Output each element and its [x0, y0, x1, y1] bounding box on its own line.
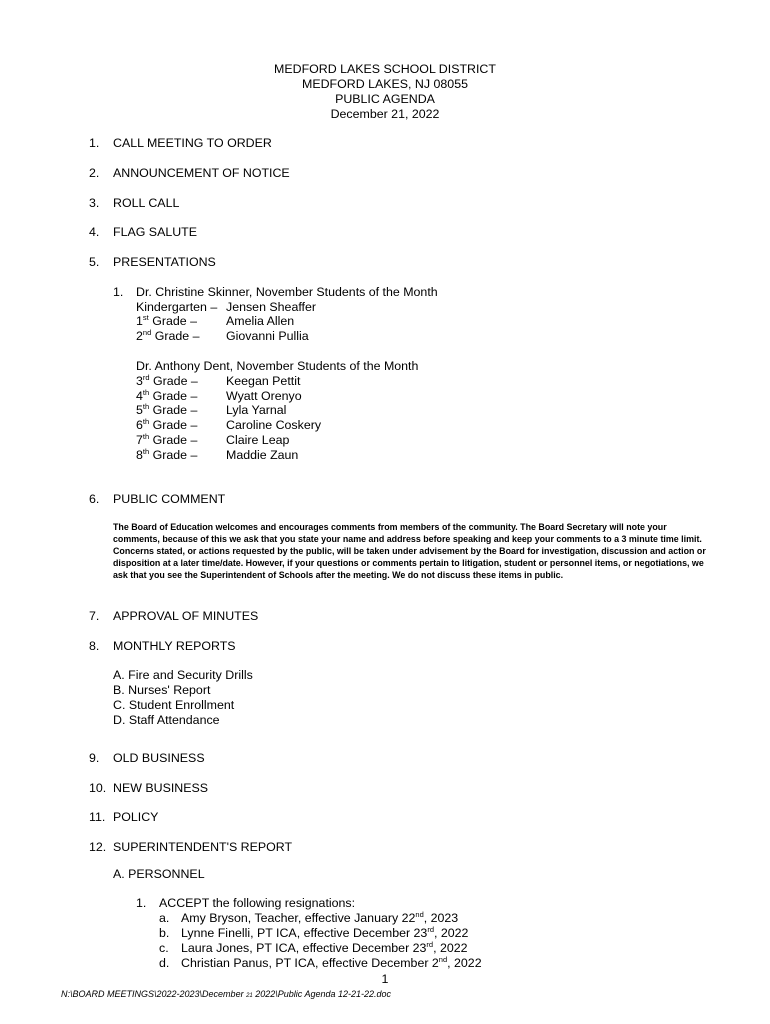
item-title: POLICY: [113, 810, 159, 824]
item-number: 7.: [89, 609, 100, 623]
item-title: MONTHLY REPORTS: [113, 639, 236, 653]
student-name: Amelia Allen: [226, 314, 295, 328]
meeting-date: December 21, 2022: [330, 107, 440, 121]
personnel-heading: A. PERSONNEL: [113, 867, 205, 881]
item-title: FLAG SALUTE: [113, 225, 198, 239]
item-title: PRESENTATIONS: [113, 255, 216, 269]
item-number: 8.: [89, 639, 100, 653]
list-item: Lynne Finelli, PT ICA, effective December 23rd, 2022: [181, 925, 469, 940]
item-title: ANNOUNCEMENT OF NOTICE: [113, 166, 290, 180]
item-number: 10.: [89, 781, 107, 795]
item-title: ROLL CALL: [113, 196, 180, 210]
list-item: Christian Panus, PT ICA, effective December 2nd, 2022: [181, 955, 482, 970]
item-number: 12.: [89, 840, 107, 854]
list-item: Laura Jones, PT ICA, effective December 23rd, 2022: [181, 940, 468, 955]
grade-label: Kindergarten –: [136, 300, 218, 314]
item-number: 11.: [89, 810, 106, 824]
sub-item-text: ACCEPT the following resignations:: [159, 896, 356, 910]
student-name: Jensen Sheaffer: [226, 300, 317, 314]
district-name: MEDFORD LAKES SCHOOL DISTRICT: [274, 62, 496, 76]
student-name: Keegan Pettit: [226, 374, 301, 388]
item-number: 1.: [89, 136, 100, 150]
student-name: Wyatt Orenyo: [226, 389, 302, 403]
grade-label: 6th Grade –: [136, 417, 198, 432]
item-number: 5.: [89, 255, 100, 269]
presenter-heading: Dr. Christine Skinner, November Students of the Month: [136, 285, 438, 299]
list-item: D. Staff Attendance: [113, 713, 220, 727]
list-item: B. Nurses' Report: [113, 683, 211, 697]
file-path-footer: N:\BOARD MEETINGS\2022-2023\December 21 2022\Public Agenda 12-21-22.doc: [61, 989, 392, 999]
item-title: NEW BUSINESS: [113, 781, 209, 795]
item-title: CALL MEETING TO ORDER: [113, 136, 272, 150]
grade-label: 7th Grade –: [136, 432, 198, 447]
presentation-number: 1.: [113, 285, 124, 299]
item-title: APPROVAL OF MINUTES: [113, 609, 259, 623]
grade-label: 5th Grade –: [136, 402, 198, 417]
district-address: MEDFORD LAKES, NJ 08055: [302, 77, 468, 91]
student-name: Giovanni Pullia: [226, 329, 309, 343]
grade-label: 2nd Grade –: [136, 328, 200, 343]
list-item: Amy Bryson, Teacher, effective January 22nd, 2023: [181, 910, 459, 925]
item-title: SUPERINTENDENT'S REPORT: [113, 840, 293, 854]
student-name: Caroline Coskery: [226, 418, 322, 432]
list-letter: a.: [159, 911, 170, 925]
student-name: Claire Leap: [226, 433, 290, 447]
grade-label: 4th Grade –: [136, 388, 198, 403]
grade-label: 3rd Grade –: [136, 373, 198, 388]
public-comment-notice: The Board of Education welcomes and encourages comments from members of the community. The Board Secretary will note your comments, because of this we ask that you state your name and address before speaking and keep your comments to a 3 minute time limit. Concerns stated, or actions requested by the public, will be taken under advisement by the Board for investigation, discussion and action or disposition at a later time/date. However, if your questions or comments pertain to litigation, student or personnel items, or negotiations, we ask that you see the Superintendent of Schools after the meeting. We do not discuss these items in public.: [113, 522, 706, 580]
document-title: PUBLIC AGENDA: [335, 92, 435, 106]
item-title: PUBLIC COMMENT: [113, 492, 226, 506]
list-item: A. Fire and Security Drills: [113, 668, 253, 682]
item-number: 3.: [89, 196, 100, 210]
list-letter: b.: [159, 926, 170, 940]
grade-label: 1st Grade –: [136, 313, 197, 328]
item-title: OLD BUSINESS: [113, 751, 205, 765]
list-item: C. Student Enrollment: [113, 698, 235, 712]
item-number: 6.: [89, 492, 100, 506]
grade-label: 8th Grade –: [136, 447, 198, 462]
page-number: 1: [381, 972, 389, 986]
item-number: 2.: [89, 166, 100, 180]
student-name: Lyla Yarnal: [226, 403, 287, 417]
list-letter: d.: [159, 956, 170, 970]
sub-item-number: 1.: [136, 896, 147, 910]
student-name: Maddie Zaun: [226, 448, 299, 462]
item-number: 9.: [89, 751, 100, 765]
item-number: 4.: [89, 225, 100, 239]
list-letter: c.: [159, 941, 169, 955]
presenter-heading: Dr. Anthony Dent, November Students of the Month: [136, 359, 419, 373]
